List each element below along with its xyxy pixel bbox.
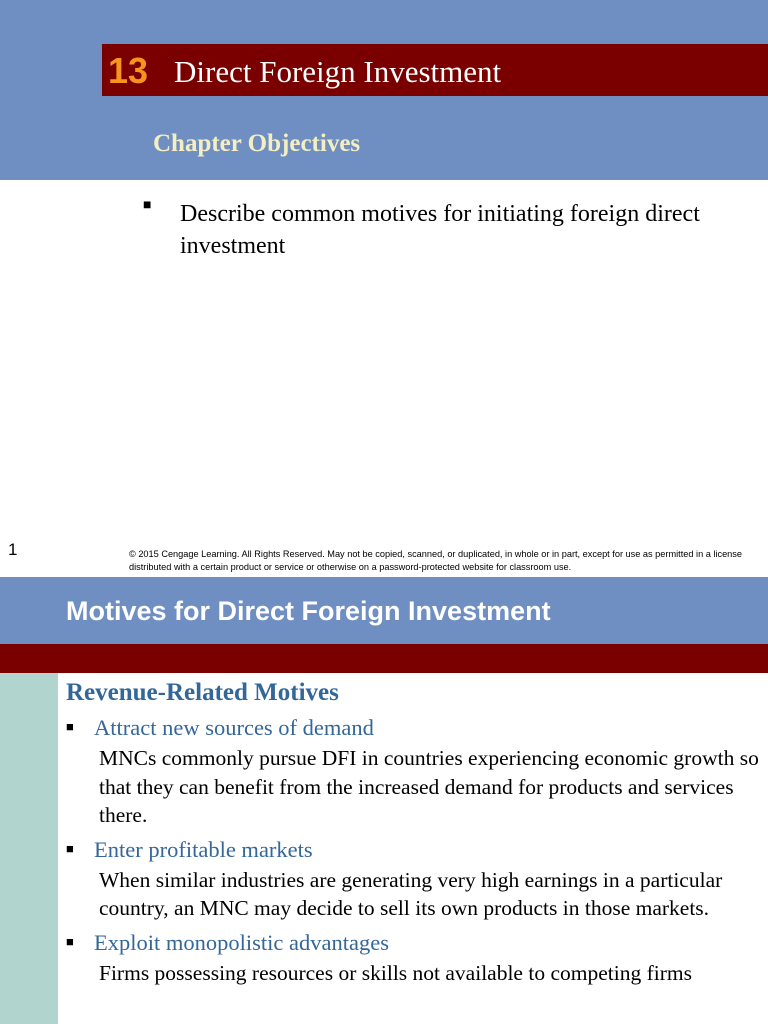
section-title: Chapter Objectives: [153, 130, 361, 157]
bullet-square-icon: ■: [66, 719, 74, 734]
bullet-square-icon: ■: [66, 933, 74, 949]
copyright-notice: © 2015 Cengage Learning. All Rights Reserved. May not be copied, scanned, or duplicated, in whole or in part, except for use as permitted in a license distributed with a certain product or service or otherwise on a password-protected website for classroom use.: [129, 549, 742, 572]
motive-label: Enter profitable markets: [94, 836, 313, 862]
bullet-square-icon: ■: [66, 840, 74, 856]
motive-description: Firms possessing resources or skills not available to competing firms: [99, 960, 692, 985]
slide-title: Motives for Direct Foreign Investment: [66, 596, 551, 626]
motives-list: [66, 712, 766, 991]
page-number: 1: [8, 540, 18, 559]
motive-description: MNCs commonly pursue DFI in countries experiencing economic growth so that they can benefit from the increased demand for products and services there.: [99, 746, 759, 827]
slide2-sidebar: [0, 673, 58, 1024]
list-item: [66, 712, 766, 834]
chapter-title: Direct Foreign Investment: [174, 54, 502, 89]
motive-label: Attract new sources of demand: [94, 715, 374, 740]
chapter-number: 13: [108, 50, 149, 91]
slide2-accent-bar: [0, 644, 768, 673]
objective-text: Describe common motives for initiating foreign direct investment: [180, 201, 700, 259]
section-heading: Revenue-Related Motives: [66, 679, 339, 706]
list-item: [66, 927, 766, 992]
motive-label: Exploit monopolistic advantages: [94, 929, 389, 955]
list-item: [66, 834, 766, 927]
motive-description: When similar industries are generating very high earnings in a particular country, an MNC may decide to sell its own products in those markets.: [99, 867, 723, 920]
bullet-square-icon: ■: [143, 198, 152, 213]
